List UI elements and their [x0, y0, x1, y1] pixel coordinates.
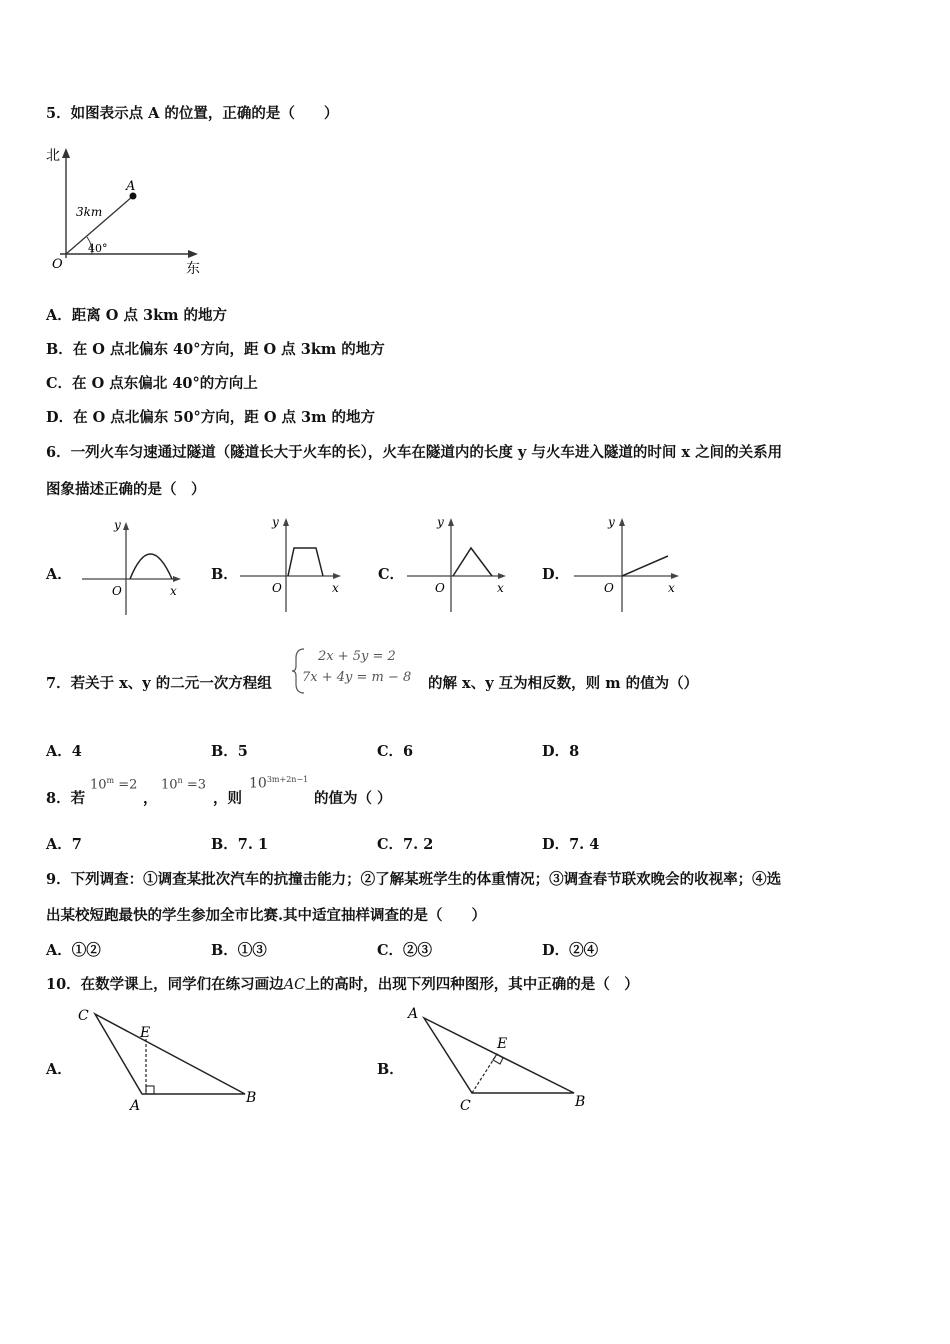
- triangle-a: [95, 1014, 245, 1094]
- q7-equation-2: 7x + 4y = m − 8: [302, 670, 412, 685]
- svg-text:x: x: [668, 581, 675, 595]
- point-a-label: A: [126, 179, 136, 194]
- q8-option-d: D．7. 4: [542, 836, 600, 853]
- svg-text:x: x: [332, 581, 339, 595]
- q8-option-a: A．7: [46, 836, 82, 853]
- q10-ac-symbol: AC: [283, 977, 306, 993]
- q6-stem-line2: 图象描述正确的是（ ）: [46, 481, 206, 498]
- q8-expr-2: 10$^n$ =3: [161, 776, 207, 793]
- q9-option-c: C．②③: [377, 942, 433, 959]
- q7-option-c: C．6: [377, 743, 414, 760]
- q9-stem-line1: 9．下列调查：①调查某批次汽车的抗撞击能力；②了解某班学生的体重情况；③调查春节联欢晚会的收视率；④选: [46, 871, 782, 888]
- q8-expr-1: 10$^m$ =2: [90, 776, 138, 793]
- q6-label-b: B．: [211, 566, 238, 583]
- q6-label-c: C．: [378, 566, 405, 583]
- q5-option-b: B．在 O 点北偏东 40°方向，距 O 点 3km 的地方: [46, 341, 385, 358]
- svg-text:y: y: [437, 515, 444, 529]
- east-label: 东: [186, 261, 200, 277]
- q8-option-b: B．7. 1: [211, 836, 269, 853]
- svg-text:C: C: [460, 1098, 471, 1112]
- distance-label: 3km: [76, 205, 103, 219]
- svg-text:x: x: [170, 584, 177, 598]
- curve-a: [130, 554, 172, 579]
- q6-graph-c: [403, 510, 513, 615]
- svg-text:O: O: [272, 581, 282, 595]
- svg-text:E: E: [497, 1036, 508, 1052]
- q10-figure-a: [70, 1002, 270, 1112]
- svg-text:B: B: [575, 1094, 586, 1110]
- right-angle-a: [146, 1086, 154, 1094]
- q9-option-b: B．①③: [211, 942, 267, 959]
- q10-figure-b: [402, 1002, 602, 1112]
- q6-label-a: A．: [46, 566, 72, 583]
- svg-text:E: E: [140, 1025, 151, 1041]
- q6-stem-line1: 6．一列火车匀速通过隧道（隧道长大于火车的长），火车在隧道内的长度 y 与火车进入隧道的时间 x 之间的关系用: [46, 444, 783, 461]
- q6-graph-a: [78, 515, 188, 620]
- svg-text:A: A: [130, 1098, 141, 1112]
- q9-option-a: A．①②: [46, 942, 101, 959]
- svg-text:y: y: [608, 515, 615, 529]
- svg-text:C: C: [78, 1008, 89, 1024]
- q9-option-d: D．②④: [542, 942, 599, 959]
- svg-text:O: O: [604, 581, 614, 595]
- q7-stem-pre: 7．若关于 x、y 的二元一次方程组: [46, 675, 272, 692]
- svg-text:O: O: [435, 581, 445, 595]
- q5-direction-figure: [40, 140, 215, 280]
- svg-text:x: x: [497, 581, 504, 595]
- q10-label-b: B．: [377, 1061, 404, 1078]
- q8-pre: 8．若: [46, 790, 86, 807]
- q5-option-c: C．在 O 点东偏北 40°的方向上: [46, 375, 258, 392]
- q6-graph-b: [236, 510, 346, 615]
- q7-option-d: D．8: [542, 743, 580, 760]
- angle-label: 40°: [88, 242, 108, 255]
- q8-comma: ，: [143, 790, 158, 807]
- curve-d: [622, 556, 668, 576]
- q7-equation-1: 2x + 5y = 2: [318, 649, 396, 664]
- north-label: 北: [46, 148, 60, 164]
- q8-option-c: C．7. 2: [377, 836, 434, 853]
- svg-text:y: y: [272, 515, 279, 529]
- q7-stem-post: 的解 x、y 互为相反数，则 m 的值为（）: [428, 675, 699, 692]
- svg-text:O: O: [112, 584, 122, 598]
- q5-stem: 5．如图表示点 A 的位置，正确的是（ ）: [46, 105, 339, 122]
- q8-expr-3: $10^{3m+2n-1}$: [249, 775, 309, 792]
- q10-label-a: A．: [46, 1061, 72, 1078]
- q8-post: 的值为（ ）: [314, 790, 392, 807]
- svg-text:y: y: [114, 518, 121, 532]
- q10-stem: 10．在数学课上，同学们在练习画边AC上的高时，出现下列四种图形，其中正确的是（ ）: [46, 976, 639, 993]
- q5-option-d: D．在 O 点北偏东 50°方向，距 O 点 3m 的地方: [46, 409, 376, 426]
- svg-text:B: B: [246, 1090, 257, 1106]
- curve-b: [288, 548, 323, 576]
- q9-stem-line2: 出某校短跑最快的学生参加全市比赛.其中适宜抽样调查的是（ ）: [46, 907, 487, 924]
- q6-graph-d: [570, 510, 685, 615]
- q8-then: ，则: [213, 790, 242, 807]
- svg-text:A: A: [408, 1006, 419, 1022]
- curve-c: [453, 548, 492, 576]
- q6-label-d: D．: [542, 566, 570, 583]
- origin-label: O: [52, 257, 63, 272]
- q7-option-a: A．4: [46, 743, 82, 760]
- q5-option-a: A．距离 O 点 3km 的地方: [46, 307, 228, 324]
- q7-option-b: B．5: [211, 743, 248, 760]
